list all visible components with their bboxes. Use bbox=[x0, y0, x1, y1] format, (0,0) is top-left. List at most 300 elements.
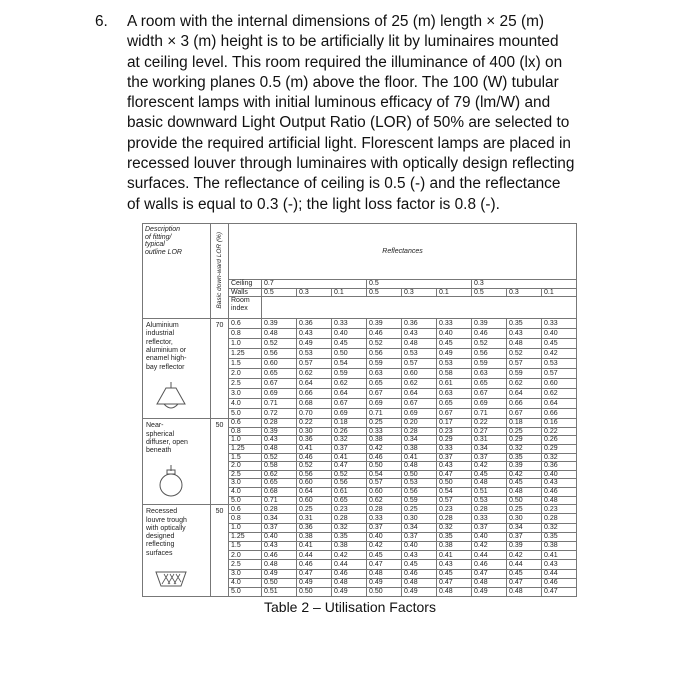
uf-cell: 0.46 bbox=[297, 453, 332, 462]
description-line: with optically bbox=[146, 524, 186, 532]
uf-cell: 0.46 bbox=[262, 551, 297, 560]
lor-value: 50 bbox=[211, 505, 229, 597]
uf-cell: 0.41 bbox=[402, 453, 437, 462]
uf-cell: 0.57 bbox=[367, 479, 402, 488]
room-index-cell: 0.6 bbox=[229, 419, 262, 428]
uf-cell: 0.52 bbox=[507, 349, 542, 359]
uf-cell: 0.69 bbox=[367, 399, 402, 409]
uf-cell: 0.49 bbox=[367, 578, 402, 587]
table-caption: Table 2 – Utilisation Factors bbox=[264, 599, 436, 615]
uf-cell: 0.67 bbox=[437, 409, 472, 419]
uf-cell: 0.37 bbox=[437, 453, 472, 462]
problem-text bbox=[127, 12, 675, 215]
uf-cell: 0.59 bbox=[507, 369, 542, 379]
uf-cell: 0.22 bbox=[297, 419, 332, 428]
uf-cell: 0.42 bbox=[472, 462, 507, 471]
uf-cell: 0.40 bbox=[542, 329, 577, 339]
uf-cell: 0.32 bbox=[332, 436, 367, 445]
room-index-cell: 2.5 bbox=[229, 379, 262, 389]
uf-cell: 0.56 bbox=[472, 349, 507, 359]
uf-cell: 0.59 bbox=[402, 496, 437, 505]
room-index-cell: 0.8 bbox=[229, 514, 262, 523]
walls-label: Walls bbox=[229, 288, 262, 297]
uf-cell: 0.48 bbox=[262, 329, 297, 339]
problem-line: provide the required artificial light. Florescent lamps are placed in bbox=[127, 134, 571, 152]
uf-cell: 0.71 bbox=[367, 409, 402, 419]
uf-cell: 0.25 bbox=[507, 427, 542, 436]
uf-cell: 0.32 bbox=[332, 523, 367, 532]
uf-cell: 0.44 bbox=[472, 551, 507, 560]
uf-cell: 0.38 bbox=[542, 542, 577, 551]
uf-cell: 0.45 bbox=[507, 479, 542, 488]
uf-cell: 0.66 bbox=[297, 389, 332, 399]
uf-cell: 0.38 bbox=[297, 532, 332, 541]
uf-cell: 0.46 bbox=[402, 569, 437, 578]
lor-header: Basic down-ward LOR (%) bbox=[211, 224, 229, 319]
uf-cell: 0.26 bbox=[332, 427, 367, 436]
uf-cell: 0.40 bbox=[402, 542, 437, 551]
uf-cell: 0.42 bbox=[367, 445, 402, 454]
uf-cell: 0.35 bbox=[437, 532, 472, 541]
uf-cell: 0.48 bbox=[472, 578, 507, 587]
uf-cell: 0.45 bbox=[437, 339, 472, 349]
uf-cell: 0.31 bbox=[472, 436, 507, 445]
uf-cell: 0.37 bbox=[332, 445, 367, 454]
uf-cell: 0.38 bbox=[402, 445, 437, 454]
lor-value: 50 bbox=[211, 419, 229, 505]
uf-cell: 0.37 bbox=[472, 523, 507, 532]
uf-cell: 0.42 bbox=[367, 542, 402, 551]
uf-cell: 0.43 bbox=[262, 542, 297, 551]
problem-line: at ceiling level. This room required the illuminance of 400 (lx) on bbox=[127, 53, 563, 71]
uf-cell: 0.49 bbox=[402, 588, 437, 597]
ceiling-value: 0.5 bbox=[367, 280, 472, 289]
uf-cell: 0.26 bbox=[542, 436, 577, 445]
uf-cell: 0.69 bbox=[472, 399, 507, 409]
uf-cell: 0.60 bbox=[367, 488, 402, 497]
room-index-cell: 3.0 bbox=[229, 569, 262, 578]
description-line: beneath bbox=[146, 447, 172, 455]
uf-cell: 0.70 bbox=[297, 409, 332, 419]
uf-cell: 0.39 bbox=[507, 542, 542, 551]
room-index-cell: 1.5 bbox=[229, 359, 262, 369]
uf-cell: 0.56 bbox=[402, 488, 437, 497]
uf-cell: 0.52 bbox=[367, 339, 402, 349]
uf-cell: 0.48 bbox=[262, 445, 297, 454]
uf-cell: 0.63 bbox=[437, 389, 472, 399]
uf-cell: 0.63 bbox=[472, 369, 507, 379]
room-index-cell: 0.8 bbox=[229, 329, 262, 339]
uf-cell: 0.42 bbox=[507, 470, 542, 479]
room-index-cell: 3.0 bbox=[229, 479, 262, 488]
uf-cell: 0.62 bbox=[262, 470, 297, 479]
uf-cell: 0.43 bbox=[402, 551, 437, 560]
problem-line: A room with the internal dimensions of 25 (m) length × 25 (m) bbox=[127, 13, 545, 30]
room-index-cell: 1.5 bbox=[229, 453, 262, 462]
uf-cell: 0.46 bbox=[297, 560, 332, 569]
uf-cell: 0.28 bbox=[332, 514, 367, 523]
description-line: Near- bbox=[146, 422, 164, 430]
room-index-cell: 1.25 bbox=[229, 445, 262, 454]
description-line: diffuser, open bbox=[146, 438, 188, 446]
uf-cell: 0.30 bbox=[507, 514, 542, 523]
table-row bbox=[143, 319, 577, 329]
uf-cell: 0.48 bbox=[402, 462, 437, 471]
uf-cell: 0.64 bbox=[297, 488, 332, 497]
uf-cell: 0.18 bbox=[332, 419, 367, 428]
uf-cell: 0.39 bbox=[367, 319, 402, 329]
wall-value: 0.5 bbox=[262, 288, 297, 297]
fitting-description bbox=[143, 319, 211, 419]
description-line: reflecting bbox=[146, 541, 175, 549]
uf-cell: 0.50 bbox=[332, 349, 367, 359]
uf-cell: 0.48 bbox=[402, 578, 437, 587]
uf-cell: 0.31 bbox=[297, 514, 332, 523]
room-index-cell: 5.0 bbox=[229, 588, 262, 597]
uf-cell: 0.59 bbox=[472, 359, 507, 369]
uf-cell: 0.30 bbox=[402, 514, 437, 523]
room-index-cell: 0.8 bbox=[229, 427, 262, 436]
room-index-cell: 0.6 bbox=[229, 319, 262, 329]
uf-cell: 0.52 bbox=[262, 339, 297, 349]
uf-cell: 0.71 bbox=[472, 409, 507, 419]
uf-cell: 0.53 bbox=[472, 496, 507, 505]
table-row bbox=[143, 505, 577, 514]
room-index-cell: 4.0 bbox=[229, 488, 262, 497]
table-row bbox=[143, 419, 577, 428]
problem-line: of walls is equal to 0.3 (-); the light loss factor is 0.8 (-). bbox=[127, 195, 500, 213]
uf-cell: 0.62 bbox=[507, 379, 542, 389]
room-index-label: Room index bbox=[229, 297, 262, 319]
description-line: designed bbox=[146, 533, 175, 541]
description-line: reflector, bbox=[146, 338, 173, 346]
uf-cell: 0.33 bbox=[437, 445, 472, 454]
utilisation-table bbox=[142, 223, 577, 597]
uf-cell: 0.35 bbox=[332, 532, 367, 541]
uf-cell: 0.69 bbox=[332, 409, 367, 419]
uf-cell: 0.51 bbox=[262, 588, 297, 597]
room-index-cell: 1.25 bbox=[229, 532, 262, 541]
uf-cell: 0.36 bbox=[542, 462, 577, 471]
reflectances-header: Reflectances bbox=[229, 224, 577, 280]
room-index-cell: 1.0 bbox=[229, 339, 262, 349]
uf-cell: 0.65 bbox=[437, 399, 472, 409]
uf-cell: 0.40 bbox=[262, 532, 297, 541]
uf-cell: 0.37 bbox=[507, 532, 542, 541]
louvre-trough-icon bbox=[154, 568, 207, 593]
uf-cell: 0.69 bbox=[402, 409, 437, 419]
uf-cell: 0.62 bbox=[332, 379, 367, 389]
uf-cell: 0.67 bbox=[332, 399, 367, 409]
uf-cell: 0.52 bbox=[472, 339, 507, 349]
uf-cell: 0.46 bbox=[367, 329, 402, 339]
wall-value: 0.3 bbox=[297, 288, 332, 297]
uf-cell: 0.41 bbox=[542, 551, 577, 560]
uf-cell: 0.64 bbox=[297, 379, 332, 389]
uf-cell: 0.62 bbox=[367, 496, 402, 505]
room-index-cell: 1.0 bbox=[229, 523, 262, 532]
uf-cell: 0.45 bbox=[542, 339, 577, 349]
uf-cell: 0.50 bbox=[367, 462, 402, 471]
uf-cell: 0.28 bbox=[262, 505, 297, 514]
uf-cell: 0.35 bbox=[542, 532, 577, 541]
uf-cell: 0.57 bbox=[402, 359, 437, 369]
uf-cell: 0.40 bbox=[472, 532, 507, 541]
uf-cell: 0.45 bbox=[332, 339, 367, 349]
uf-cell: 0.28 bbox=[367, 505, 402, 514]
wall-value: 0.5 bbox=[472, 288, 507, 297]
uf-cell: 0.63 bbox=[367, 369, 402, 379]
description-line: bay reflector bbox=[146, 363, 185, 371]
uf-cell: 0.42 bbox=[507, 551, 542, 560]
uf-cell: 0.25 bbox=[367, 419, 402, 428]
room-index-cell: 2.0 bbox=[229, 369, 262, 379]
uf-cell: 0.23 bbox=[437, 505, 472, 514]
uf-cell: 0.37 bbox=[367, 523, 402, 532]
uf-cell: 0.52 bbox=[332, 470, 367, 479]
uf-cell: 0.38 bbox=[437, 542, 472, 551]
uf-cell: 0.43 bbox=[542, 479, 577, 488]
uf-cell: 0.37 bbox=[402, 532, 437, 541]
wall-value: 0.3 bbox=[507, 288, 542, 297]
uf-cell: 0.50 bbox=[367, 588, 402, 597]
uf-cell: 0.40 bbox=[437, 329, 472, 339]
uf-cell: 0.60 bbox=[542, 379, 577, 389]
header-spacer bbox=[262, 297, 577, 319]
uf-cell: 0.48 bbox=[472, 479, 507, 488]
uf-cell: 0.49 bbox=[297, 578, 332, 587]
uf-cell: 0.28 bbox=[542, 514, 577, 523]
uf-cell: 0.41 bbox=[297, 445, 332, 454]
description-line: aluminium or bbox=[146, 347, 187, 355]
description-line: Recessed bbox=[146, 508, 178, 516]
uf-cell: 0.68 bbox=[262, 488, 297, 497]
uf-cell: 0.62 bbox=[542, 389, 577, 399]
description-line: surfaces bbox=[146, 549, 173, 557]
uf-cell: 0.64 bbox=[542, 399, 577, 409]
uf-cell: 0.48 bbox=[507, 488, 542, 497]
uf-cell: 0.40 bbox=[332, 329, 367, 339]
uf-cell: 0.49 bbox=[472, 588, 507, 597]
uf-cell: 0.20 bbox=[402, 419, 437, 428]
uf-cell: 0.72 bbox=[262, 409, 297, 419]
uf-cell: 0.43 bbox=[262, 436, 297, 445]
room-index-cell: 3.0 bbox=[229, 389, 262, 399]
wall-value: 0.1 bbox=[332, 288, 367, 297]
uf-cell: 0.38 bbox=[367, 436, 402, 445]
uf-cell: 0.35 bbox=[507, 453, 542, 462]
uf-cell: 0.27 bbox=[472, 427, 507, 436]
uf-cell: 0.48 bbox=[262, 560, 297, 569]
uf-cell: 0.71 bbox=[262, 496, 297, 505]
uf-cell: 0.36 bbox=[297, 523, 332, 532]
uf-cell: 0.29 bbox=[507, 436, 542, 445]
uf-cell: 0.36 bbox=[402, 319, 437, 329]
uf-cell: 0.25 bbox=[507, 505, 542, 514]
uf-cell: 0.48 bbox=[402, 339, 437, 349]
wall-value: 0.1 bbox=[542, 288, 577, 297]
room-index-cell: 2.5 bbox=[229, 470, 262, 479]
uf-cell: 0.23 bbox=[332, 505, 367, 514]
uf-cell: 0.60 bbox=[402, 369, 437, 379]
uf-cell: 0.41 bbox=[437, 551, 472, 560]
uf-cell: 0.28 bbox=[437, 514, 472, 523]
uf-cell: 0.51 bbox=[472, 488, 507, 497]
uf-cell: 0.57 bbox=[507, 359, 542, 369]
uf-cell: 0.47 bbox=[367, 560, 402, 569]
uf-cell: 0.48 bbox=[542, 496, 577, 505]
problem-line: the working planes 0.5 (m) above the floor. The 100 (W) tubular bbox=[127, 73, 559, 91]
uf-cell: 0.38 bbox=[332, 542, 367, 551]
ceiling-value: 0.7 bbox=[262, 280, 367, 289]
uf-cell: 0.46 bbox=[542, 488, 577, 497]
room-index-cell: 1.25 bbox=[229, 349, 262, 359]
uf-cell: 0.23 bbox=[437, 427, 472, 436]
utilisation-factor-table bbox=[142, 223, 576, 596]
room-index-cell: 1.5 bbox=[229, 542, 262, 551]
uf-cell: 0.34 bbox=[402, 436, 437, 445]
uf-cell: 0.43 bbox=[297, 329, 332, 339]
uf-cell: 0.65 bbox=[367, 379, 402, 389]
uf-cell: 0.66 bbox=[542, 409, 577, 419]
uf-cell: 0.45 bbox=[402, 560, 437, 569]
spherical-diffuser-icon bbox=[154, 465, 207, 500]
problem-line: surfaces. The reflectance of ceiling is 0.5 (-) and the reflectance bbox=[127, 175, 561, 193]
uf-cell: 0.44 bbox=[297, 551, 332, 560]
problem-line: recessed louver through luminaires with optically design reflecting bbox=[127, 155, 575, 173]
uf-cell: 0.49 bbox=[437, 349, 472, 359]
uf-cell: 0.22 bbox=[542, 427, 577, 436]
uf-cell: 0.57 bbox=[297, 359, 332, 369]
uf-cell: 0.53 bbox=[402, 479, 437, 488]
room-index-cell: 2.5 bbox=[229, 560, 262, 569]
uf-cell: 0.52 bbox=[297, 462, 332, 471]
bay-reflector-icon bbox=[154, 382, 207, 415]
uf-cell: 0.28 bbox=[402, 427, 437, 436]
uf-cell: 0.42 bbox=[332, 551, 367, 560]
uf-cell: 0.29 bbox=[542, 445, 577, 454]
uf-cell: 0.40 bbox=[367, 532, 402, 541]
ceiling-value: 0.3 bbox=[472, 280, 577, 289]
uf-cell: 0.28 bbox=[472, 505, 507, 514]
uf-cell: 0.69 bbox=[262, 389, 297, 399]
wall-value: 0.1 bbox=[437, 288, 472, 297]
uf-cell: 0.50 bbox=[437, 479, 472, 488]
uf-cell: 0.30 bbox=[297, 427, 332, 436]
uf-cell: 0.53 bbox=[542, 359, 577, 369]
uf-cell: 0.60 bbox=[297, 496, 332, 505]
description-line: spherical bbox=[146, 430, 175, 438]
uf-cell: 0.22 bbox=[472, 419, 507, 428]
room-index-cell: 2.0 bbox=[229, 462, 262, 471]
uf-cell: 0.57 bbox=[437, 496, 472, 505]
description-line: Aluminium bbox=[146, 322, 179, 330]
uf-cell: 0.37 bbox=[472, 453, 507, 462]
uf-cell: 0.32 bbox=[437, 523, 472, 532]
uf-cell: 0.54 bbox=[367, 470, 402, 479]
room-index-cell: 0.6 bbox=[229, 505, 262, 514]
uf-cell: 0.47 bbox=[437, 470, 472, 479]
uf-cell: 0.65 bbox=[262, 479, 297, 488]
uf-cell: 0.34 bbox=[472, 445, 507, 454]
uf-cell: 0.47 bbox=[437, 578, 472, 587]
uf-cell: 0.29 bbox=[437, 436, 472, 445]
uf-cell: 0.42 bbox=[472, 542, 507, 551]
uf-cell: 0.47 bbox=[297, 569, 332, 578]
uf-cell: 0.59 bbox=[332, 369, 367, 379]
fitting-description bbox=[143, 419, 211, 505]
lor-value: 70 bbox=[211, 319, 229, 419]
uf-cell: 0.18 bbox=[507, 419, 542, 428]
uf-cell: 0.39 bbox=[262, 319, 297, 329]
uf-cell: 0.39 bbox=[507, 462, 542, 471]
uf-cell: 0.41 bbox=[297, 542, 332, 551]
uf-cell: 0.53 bbox=[437, 359, 472, 369]
uf-cell: 0.62 bbox=[297, 369, 332, 379]
uf-cell: 0.67 bbox=[367, 389, 402, 399]
uf-cell: 0.53 bbox=[297, 349, 332, 359]
uf-cell: 0.33 bbox=[437, 319, 472, 329]
uf-cell: 0.61 bbox=[332, 488, 367, 497]
wall-value: 0.3 bbox=[402, 288, 437, 297]
uf-cell: 0.46 bbox=[472, 560, 507, 569]
uf-cell: 0.45 bbox=[367, 551, 402, 560]
uf-cell: 0.50 bbox=[507, 496, 542, 505]
description-line: industrial bbox=[146, 330, 175, 338]
uf-cell: 0.60 bbox=[297, 479, 332, 488]
room-index-cell: 1.0 bbox=[229, 436, 262, 445]
uf-cell: 0.44 bbox=[507, 560, 542, 569]
uf-cell: 0.42 bbox=[542, 349, 577, 359]
ceiling-label: Ceiling bbox=[229, 280, 262, 289]
uf-cell: 0.48 bbox=[507, 588, 542, 597]
uf-cell: 0.49 bbox=[262, 569, 297, 578]
uf-cell: 0.46 bbox=[332, 569, 367, 578]
description-header: Description of fitting/ typical outline LOR bbox=[143, 224, 211, 319]
uf-cell: 0.49 bbox=[297, 339, 332, 349]
room-index-cell: 2.0 bbox=[229, 551, 262, 560]
uf-cell: 0.71 bbox=[262, 399, 297, 409]
uf-cell: 0.54 bbox=[437, 488, 472, 497]
uf-cell: 0.17 bbox=[437, 419, 472, 428]
uf-cell: 0.49 bbox=[332, 588, 367, 597]
uf-cell: 0.62 bbox=[402, 379, 437, 389]
fitting-description bbox=[143, 505, 211, 597]
wall-value: 0.5 bbox=[367, 288, 402, 297]
uf-cell: 0.33 bbox=[542, 319, 577, 329]
uf-cell: 0.33 bbox=[332, 319, 367, 329]
uf-cell: 0.53 bbox=[402, 349, 437, 359]
uf-cell: 0.64 bbox=[507, 389, 542, 399]
uf-cell: 0.25 bbox=[297, 505, 332, 514]
uf-cell: 0.65 bbox=[262, 369, 297, 379]
room-index-cell: 5.0 bbox=[229, 409, 262, 419]
uf-cell: 0.50 bbox=[262, 578, 297, 587]
uf-cell: 0.47 bbox=[472, 569, 507, 578]
uf-cell: 0.66 bbox=[507, 399, 542, 409]
uf-cell: 0.52 bbox=[262, 453, 297, 462]
description-line: louvre trough bbox=[146, 516, 187, 524]
uf-cell: 0.50 bbox=[402, 470, 437, 479]
uf-cell: 0.33 bbox=[367, 514, 402, 523]
uf-cell: 0.65 bbox=[332, 496, 367, 505]
uf-cell: 0.60 bbox=[262, 359, 297, 369]
uf-cell: 0.34 bbox=[262, 514, 297, 523]
uf-cell: 0.56 bbox=[297, 470, 332, 479]
uf-cell: 0.64 bbox=[402, 389, 437, 399]
uf-cell: 0.67 bbox=[402, 399, 437, 409]
uf-cell: 0.48 bbox=[507, 339, 542, 349]
